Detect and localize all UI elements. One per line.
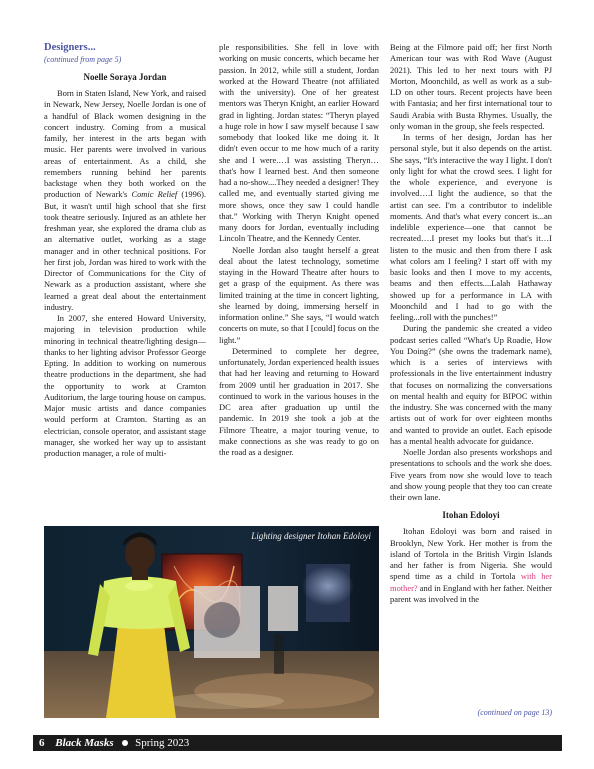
continued-from: (continued from page 5) [44, 55, 122, 64]
paragraph: Noelle Jordan also presents workshops and presentations to schools and the work she does. Five years from now she would love to teach and show young people that they too can create their own lane. [390, 447, 552, 502]
continued-on: (continued on page 13) [477, 708, 552, 717]
paragraph: Born in Staten Island, New York, and raised in Newark, New Jersey, Noelle Jordan is one of a handful of Black women designing in the concert industry. Coming from a musical family, her interest in the arts began with music. Her parents were involved in various areas of entertainment. As a child, she remembers running behind her parents backstage when they both worked on the production of Newark's Comic Relief (1996). But, it wasn't until high school that she first took theatre seriously. Injured as an athlete her freshman year, she explored the drama club as an alternative outlet, working as a stage manager and in other technical positions. For her first job, Jordan was hired to work with the Director of Communications for the City of Newark as a production assistant, where she learned a great deal about the entertainment industry. [44, 88, 207, 312]
photo-caption: Lighting designer Itohan Edoloyi [251, 531, 371, 541]
article-heading: Designers... [44, 42, 96, 53]
bullet-icon [122, 740, 128, 746]
photo-illustration [44, 526, 379, 718]
page-footer [33, 735, 562, 751]
paragraph: Noelle Jordan also taught herself a great deal about the latest technology, sometime staying in the Howard Theatre after hours to get a grasp of the equipment. As there was limited training at the time in concert lighting, she learned by doing, immersing herself in information online.” She says, “I would watch concerts on mute, so that I [could] focus on the light.” [219, 244, 379, 345]
issue-date: Spring 2023 [135, 737, 190, 749]
paragraph: Determined to complete her degree, unfortunately, Jordan experienced health issues that had her leaving and returning to Howard from 2009 until her graduation in 2017. She continued to work in the various houses in the DC area after graduation up until the pandemic. In 2019 she took a job at the Filmore Theatre, a major touring venue, to make connections as she was ready to go on the road as a designer. [219, 345, 379, 457]
photo-itohan-edoloyi [44, 526, 379, 718]
paragraph: ple responsibilities. She fell in love with working on music concerts, which became her passion. In 2012, while still a student, Jordan worked at the Howard Theatre (not affiliated with the university). One of her greatest mentors was Theryn Knight, an earlier Howard grad in lighting. Jordan states: “Theryn played a huge role in how I saw myself because I saw somebody that looked like me doing it. It didn't even occur to me how much of a rarity she and I were.…I was assisting Theryn… that's how I learned best. And then someone had a no-show....They needed a designer! They called me, and eventually started giving me more shows, once they saw I could handle that.” Working with Theryn Knight opened many doors for Jordan, eventually including Lincoln Theatre, and the Kennedy Center. [219, 42, 379, 244]
paragraph: Being at the Filmore paid off; her first North American tour was with Rod Wave (August 2021). This led to her next tours with PJ Morton, Moonchild, as well as work as a sub-LD on other tours. Recent projects have been with Fantasia; and her first international tour to Saudi Arabia with Busta Rhymes. Usually, the only woman in the group, she feels respected. [390, 42, 552, 131]
column-3 [390, 42, 552, 605]
highlighted-query-text: with her mother? [390, 571, 552, 593]
paragraph: In 2007, she entered Howard University, majoring in television production while minoring in technical theatre/lighting design—thanks to her lighting advisor Professor George Epting. In addition to working on numerous theatre productions in the department, she had the opportunity to work at Cramton Auditorium, the large touring house on campus. Major music artists and dance companies would perform at Cramton. Starting as an electrician, console operator, and assistant stage manager, she worked her way up to assistant production manager, a role of multi- [44, 313, 206, 458]
column-1 [44, 42, 206, 459]
paragraph: In terms of her design, Jordan has her personal style, but it also depends on the artist. She says, “It's interactive the way I light. I don't only light for what the crowd sees. I light for the whole experience, and everyone is involved….I light the audience, so that the artist can see. I'm a contributor to indelible moments. And that's what every concert is...an indelible experience—one that cannot be recreated….I preset my looks but that's it…I listen to the music and then from there I ask what colors am I feeling? I start off with my basic looks and then I move to my accents, beams and then effects....Lalah Hathaway showed up for a performance in LA with Moonchild and I had to go with the feeling...roll with the punches!” [390, 132, 552, 322]
paragraph: Itohan Edoloyi was born and raised in Brooklyn, New York. Her mother is from the island of Tortola in the British Virgin Islands and her father is from Nigeria. She would spend time as a child in Tortola with her mother? and in England with her father. Neither parent was involved in the [390, 526, 552, 604]
page-number: 6 [39, 737, 45, 749]
publication-name: Black Masks [55, 737, 114, 749]
paragraph: During the pandemic she created a video podcast series called “What's Up Roadie, How You Doing?” (she owns the trademark name), which is a series of interviews with professionals in the live entertainment industry that focuses on normalizing the conversations on mental health and equity for BIPOC within the industry. She was concerned with the many artists out of work for over eighteen months and wanted to provide an outlet. Each episode has a mental health advocate for guidance. [390, 323, 552, 446]
section-title-itohan: Itohan Edoloyi [442, 510, 500, 521]
section-title-noelle: Noelle Soraya Jordan [83, 72, 167, 82]
column-2 [219, 42, 379, 458]
